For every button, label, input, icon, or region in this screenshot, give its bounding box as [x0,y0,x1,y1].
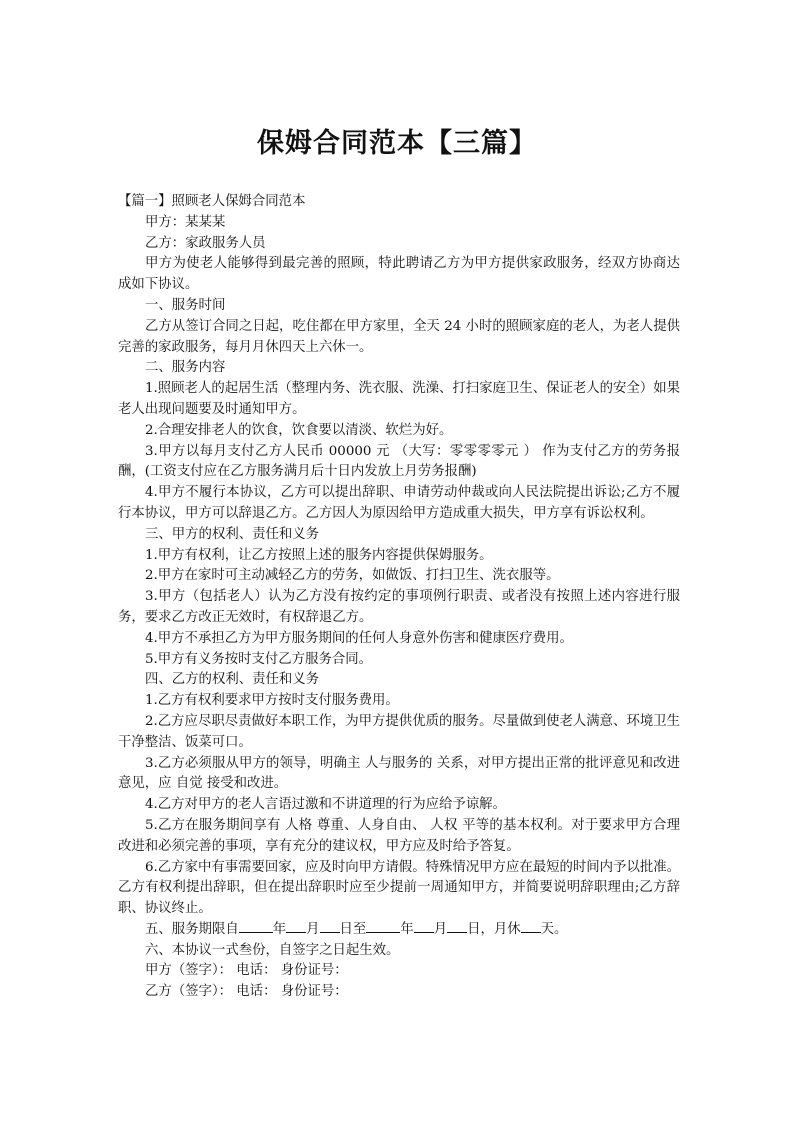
paragraph: 2.合理安排老人的饮食，饮食要以清淡、软烂为好。 [145,422,453,438]
service-term-line [118,920,680,941]
paragraph: 3.甲方（包括老人）认为乙方没有按约定的事项例行职责、或者没有按照上述内容进行服务，要求乙方改正无效时，有权辞退乙方。 [118,589,680,625]
paragraph: 【篇一】照顾老人保姆合同范本 [118,194,306,209]
paragraph: 甲方为使老人能够得到最完善的照顾，特此聘请乙方为甲方提供家政服务，经双方协商达成如下协议。 [118,256,680,293]
party-b-signature-line: 乙方（签字）： 电话： 身份证号： [145,984,348,1000]
blank-year [239,920,273,933]
paragraph: 4.甲方不履行本协议，乙方可以提出辞职、申请劳动仲裁或向人民法院提出诉讼;乙方不履行本协议，甲方可以辞退乙方。乙方因人为原因给甲方造成重大损失，甲方享有诉讼权利。 [118,485,680,521]
blank-month-end [414,920,434,933]
paragraph: 四、乙方的权利、责任和义务 [145,672,320,688]
paragraph: 1.照顾老人的起居生活（整理内务、洗衣服、洗澡、打扫家庭卫生、保证老人的安全）如果老人出现问题要及时通知甲方。 [118,381,681,417]
paragraph: 一、服务时间 [145,297,226,313]
paragraph: 3.甲方以每月支付乙方人民币 00000 元 （大写：零零零零元 ） 作为支付乙方的劳务报酬，(工资支付应在乙方服务满月后十日内发放上月劳务报酬) [118,443,680,480]
paragraph: 1.甲方有权利，让乙方按照上述的服务内容提供保姆服务。 [145,547,493,563]
term-days: 天。 [540,921,568,937]
paragraph: 6.乙方家中有事需要回家，应及时向甲方请假。特殊情况甲方应在最短的时间内予以批准。乙方有权利提出辞职，但在提出辞职时应至少提前一周通知甲方，并简要说明辞职理由;乙方辞职、协议终止。 [118,859,681,917]
paragraph: 三、甲方的权利、责任和义务 [145,526,320,542]
paragraph-list [118,192,680,920]
blank-year-end [366,920,400,933]
term-year-end: 年 [400,921,414,937]
paragraph: 2.甲方在家时可主动减轻乙方的劳务，如做饭、打扫卫生、洗衣服等。 [145,568,560,584]
term-year: 年 [272,921,287,937]
paragraph: 乙方从签订合同之日起，吃住都在甲方家里，全天 24 小时的照顾家庭的老人，为老人提供完善的家政服务，每月月休四天上六休一。 [118,318,680,355]
blank-month [286,920,306,933]
effect-clause: 六、本协议一式叁份，自签字之日起生效。 [145,942,400,958]
blank-rest-days [521,920,541,933]
blank-day-end [447,920,467,933]
document-title: 保姆合同范本【三篇】 [257,128,537,159]
paragraph: 5.甲方有义务按时支付乙方服务合同。 [145,651,373,667]
paragraph: 3.乙方必须服从甲方的领导，明确主 人与服务的 关系，对甲方提出正常的批评意见和改进意见，应 自觉 接受和改进。 [118,755,680,792]
term-month: 月 [306,921,320,937]
term-month-end: 月 [433,921,448,937]
party-a-signature-line: 甲方（签字）： 电话： 身份证号： [145,963,348,979]
paragraph: 1.乙方有权利要求甲方按时支付服务费用。 [145,693,399,709]
paragraph: 4.乙方对甲方的老人言语过激和不讲道理的行为应给予谅解。 [145,797,506,813]
term-prefix: 五、服务期限自 [145,921,239,937]
term-day-to: 日至 [339,921,367,937]
paragraph: 甲方：某某某 [145,214,226,230]
paragraph: 2.乙方应尽职尽责做好本职工作，为甲方提供优质的服务。尽量做到使老人满意、环境卫生干净整洁、饭菜可口。 [118,713,681,750]
paragraph: 4.甲方不承担乙方为甲方服务期间的任何人身意外伤害和健康医疗费用。 [145,630,573,646]
document-body [118,192,680,1003]
paragraph: 乙方：家政服务人员 [145,235,266,251]
paragraph: 二、服务内容 [145,360,226,376]
term-day-end: 日，月休 [467,921,521,937]
blank-day [320,920,340,933]
paragraph: 5.乙方在服务期间享有 人格 尊重、人身自由、 人权 平等的基本权利。对于要求甲方合理改进和必须完善的事项，享有充分的建议权，甲方应及时给予答复。 [118,817,680,854]
